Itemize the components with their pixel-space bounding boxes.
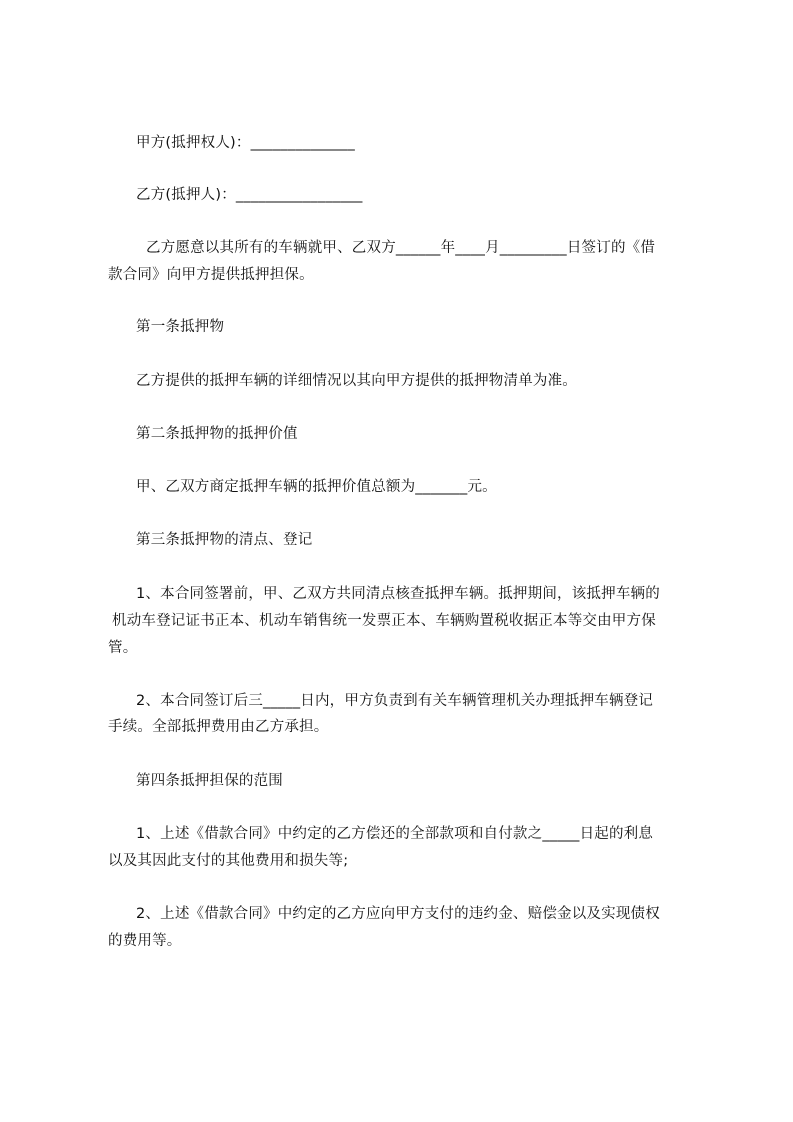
article-2-body: 甲、乙双方商定抵押车辆的抵押价值总额为_______元。 xyxy=(136,479,497,495)
article-3-para-1-line-2: 机动车登记证书正本、机动车销售统一发票正本、车辆购置税收据正本等交由甲方保 xyxy=(112,613,656,629)
article-3-para-1-line-3: 管。 xyxy=(108,640,138,656)
article-3-title: 第三条抵押物的清点、登记 xyxy=(136,532,313,548)
article-3-para-2-line-2: 手续。全部抵押费用由乙方承担。 xyxy=(108,719,329,735)
article-4-para-2-line-1: 2、上述《借款合同》中约定的乙方应向甲方支付的违约金、赔偿金以及实现债权 xyxy=(136,906,660,922)
article-4-title: 第四条抵押担保的范围 xyxy=(136,773,283,789)
article-4-para-1-line-2: 以及其因此支付的其他费用和损失等; xyxy=(108,853,349,869)
article-1-title: 第一条抵押物 xyxy=(136,319,225,335)
article-1-body: 乙方提供的抵押车辆的详细情况以其向甲方提供的抵押物清单为准。 xyxy=(136,373,577,389)
article-3-para-2-line-1: 2、本合同签订后三_____日内，甲方负责到有关车辆管理机关办理抵押车辆登记 xyxy=(136,693,654,709)
article-2-title: 第二条抵押物的抵押价值 xyxy=(136,426,298,442)
intro-line-2: 款合同》向甲方提供抵押担保。 xyxy=(108,267,314,283)
article-4-para-1-line-1: 1、上述《借款合同》中约定的乙方偿还的全部款项和自付款之_____日起的利息 xyxy=(136,826,654,842)
party-a-line: 甲方(抵押权人)：______________ xyxy=(136,135,355,151)
intro-line-1: 乙方愿意以其所有的车辆就甲、乙双方______年____月_________日签订的《借 xyxy=(146,240,656,256)
party-b-line: 乙方(抵押人)：_________________ xyxy=(136,187,363,203)
article-4-para-2-line-2: 的费用等。 xyxy=(108,933,182,949)
article-3-para-1-line-1: 1、本合同签署前，甲、乙双方共同清点核查抵押车辆。抵押期间，该抵押车辆的 xyxy=(136,586,660,602)
